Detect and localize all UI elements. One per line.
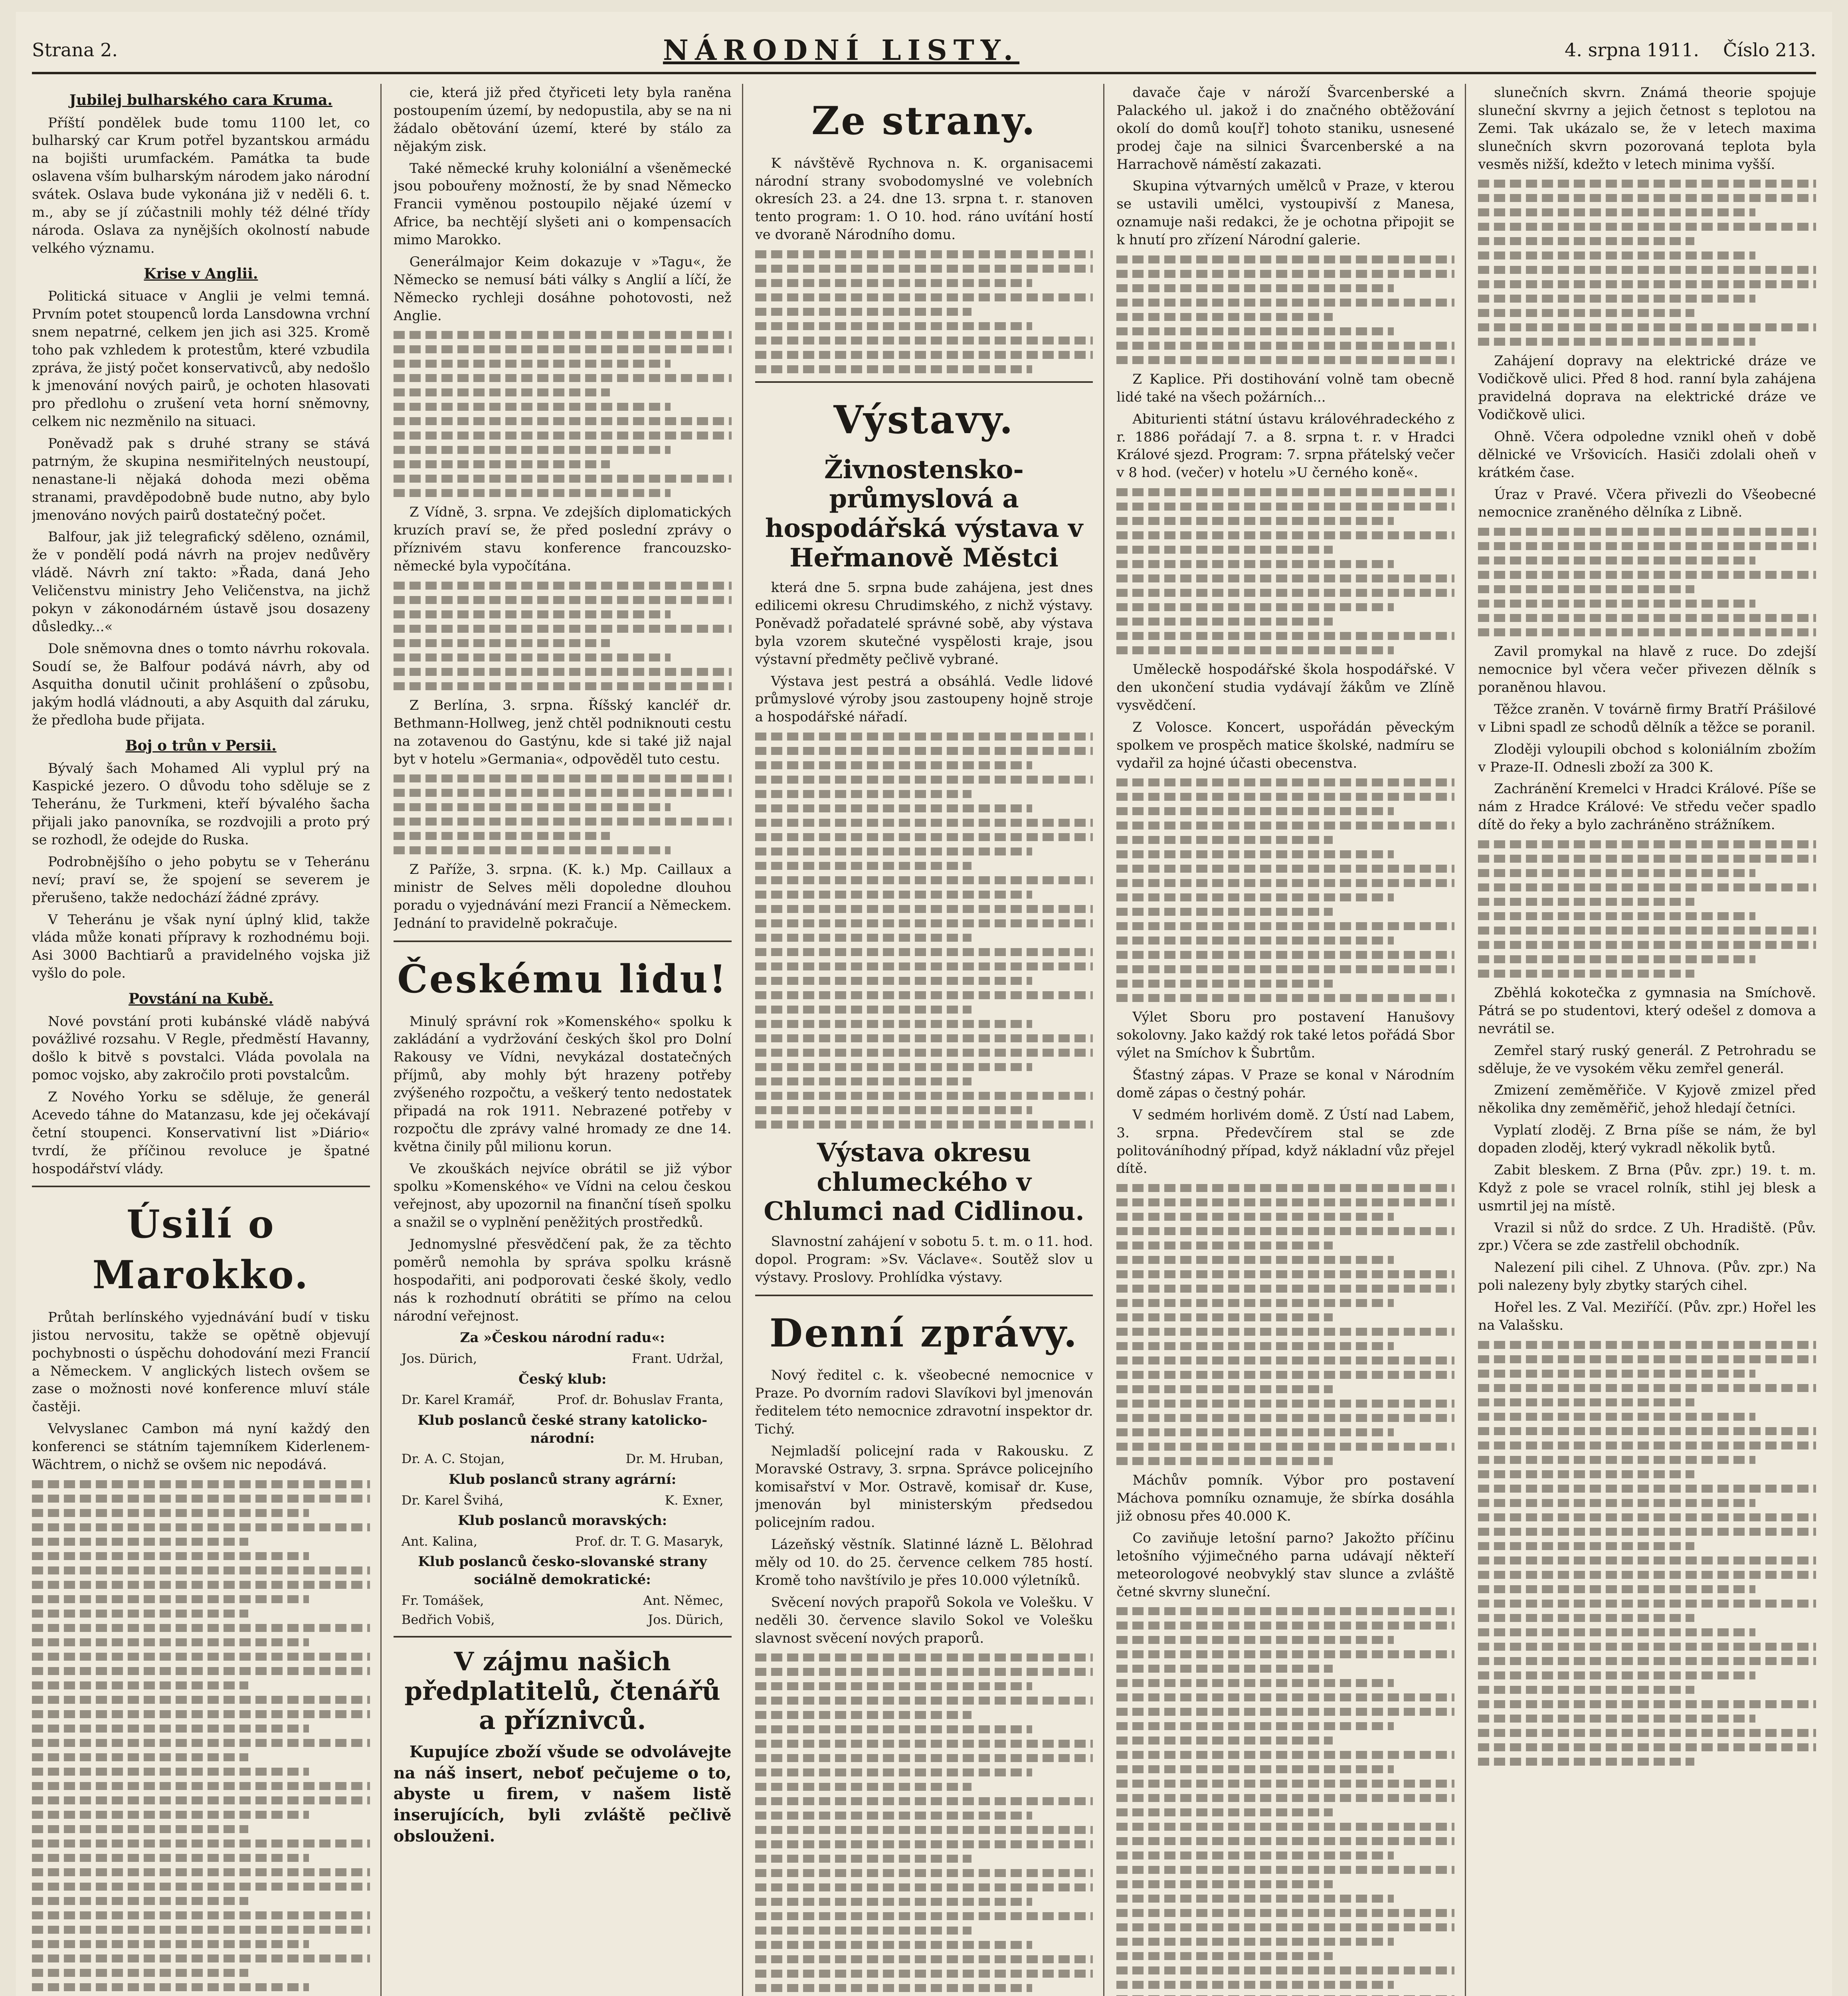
paragraph: Výlet Sboru pro postavení Hanušovy sokolovny. Jako každý rok také letos pořádá Sbor výlet na Smíchov k Šubrtům.	[1116, 1009, 1455, 1061]
article-heading: Boj o trůn v Persii.	[125, 737, 277, 754]
paragraph: Ve zkouškách nejvíce obrátil se již výbor spolku »Komenského« ve Vídni na celou českou veřejnost, aby upozornil na finanční tíseň spolku a snažil se o vyplnění peněžitých prostředků.	[393, 1160, 732, 1231]
paragraph: Co zaviňuje letošní parno? Jakožto příčinu letošního výjimečného parna udávají někteří meteorologové neobvyklý stav slunce a zvláště četné skvrny sluneční.	[1116, 1530, 1455, 1600]
column-5	[1478, 84, 1816, 1996]
signature-row	[402, 1350, 724, 1367]
signatory: Dr. Karel Kramář,	[401, 1392, 515, 1408]
paragraph: Těžce zraněn. V továrně firmy Bratří Prášilové v Libni spadl ze schodů dělník a těžce se poranil.	[1478, 701, 1816, 735]
text-block	[1116, 1184, 1454, 1465]
paragraph: Minulý správní rok »Komenského« spolku k zakládání a vydržování českých škol pro Dolní Rakousy ve Vídni, nevykázal dostatečných příjmů, aby mohly být hrazeny potřeby zvýšeného rozpočtu, a veškerý tento nedostatek připadá na rok 1911. Nebrazené potřeby v rozpočtu dle zprávy valné hromady ze dne 14. května činily půl milionu korun.	[393, 1013, 732, 1155]
divider	[394, 1636, 732, 1638]
paragraph: Výstava jest pestrá a obsáhlá. Vedle lidové průmyslové výroby jsou zastoupeny hojně stroje a hospodářské nářadí.	[755, 673, 1093, 725]
section-heading: Úsilí o Marokko.	[92, 1202, 310, 1298]
paragraph: Máchův pomník. Výbor pro postavení Máchova pomníku oznamuje, že sbírka dosáhla již obnosu přes 40.000 K.	[1116, 1472, 1455, 1524]
signature-row	[402, 1611, 724, 1628]
paragraph: Z Paříže, 3. srpna. (K. k.) Mp. Caillaux a ministr de Selves měli dopoledne dlouhou poradu o vyjednávání mezi Francií a Německem. Jednání to pravidelně pokračuje.	[393, 861, 732, 931]
text-block	[394, 774, 732, 854]
text-block	[755, 250, 1093, 373]
date-issue	[1565, 39, 1816, 61]
notice-text: Kupujíce zboží všude se odvolávejte na náš insert, neboť pečujeme o to, abyste u firem, v našem listě inserujících, byli zvláště pečlivě obslouženi.	[393, 1742, 732, 1846]
column-2	[394, 84, 743, 1996]
paragraph: Velvyslanec Cambon má nyní každý den konferenci se státním tajemníkem Kiderlenem-Wächtrem, o nichž se ovšem nic nepodává.	[32, 1421, 370, 1473]
divider	[394, 941, 732, 942]
paragraph: davače čaje v nároží Švarcenberské a Palackého ul. jakož i do značného obtěžování okolí do domů kou[ř] tohoto staniku, usnesené prodej čaje na silnici Švarcenberské a na Harrachově náměstí zakazati.	[1116, 85, 1455, 172]
article-heading: Výstava okresu chlumeckého v Chlumci nad Cidlinou.	[764, 1138, 1084, 1227]
signatory: Jos. Dürich,	[648, 1612, 724, 1627]
paragraph: Bývalý šach Mohamed Ali vyplul prý na Kaspické jezero. O důvodu toho sděluje se z Teheránu, že Turkmeni, kteří bývalého šacha přijali jako panovníka, se rozdvojili a proto prý se rozhodl, že odejde do Ruska.	[32, 760, 370, 848]
paragraph: Šťastný zápas. V Praze se konal v Národním domě zápas o čestný pohár.	[1116, 1067, 1455, 1101]
text-block	[1116, 778, 1454, 1002]
signature-group-label: Český klub:	[518, 1371, 607, 1387]
signature-group-label: Za »Českou národní radu«:	[460, 1330, 665, 1346]
paragraph: Z Nového Yorku se sděluje, že generál Acevedo táhne do Matanzasu, kde jej očekávají četní stoupenci. Konservativní list »Diário« tvrdí, že příčinou revoluce je špatné hospodářství vlády.	[32, 1089, 370, 1177]
paragraph: Podrobnějšího o jeho pobytu se v Teheránu neví; praví se, že spojení se severem je přerušeno, takže nedochází žádné zprávy.	[32, 853, 370, 906]
newspaper-page	[16, 12, 1832, 1996]
text-block	[394, 331, 732, 497]
column-4	[1116, 84, 1466, 1996]
paragraph: cie, která již před čtyřiceti lety byla raněna postoupením území, by nedopustila, aby se na ni žádalo obětování území, které by stálo za nějakým zisk.	[393, 85, 732, 154]
paragraph: V Teheránu je však nyní úplný klid, takže vláda může konati přípravy k rozhodnému boji. Asi 3000 Bachtiarů a pravidelného vojska již vyšlo do pole.	[32, 911, 370, 982]
paragraph: Zabit bleskem. Z Brna (Pův. zpr.) 19. t. m. Když z pole se vracel rolník, stihl jej blesk a usmrtil jej na místě.	[1478, 1162, 1816, 1214]
article-heading: Jubilej bulharského cara Kruma.	[69, 92, 332, 109]
paragraph: Zloději vyloupili obchod s koloniálním zbožím v Praze-II. Odnesli zboží za 300 K.	[1478, 741, 1816, 775]
paragraph: Nejmladší policejní rada v Rakousku. Z Moravské Ostravy, 3. srpna. Správce policejního komisařství v Mor. Ostravě, komisař dr. Kuse, jmenován byl ministerským předsedou policejním radou.	[755, 1443, 1093, 1531]
signatory: Bedřich Vobiš,	[401, 1612, 495, 1627]
text-block	[755, 1653, 1093, 1996]
divider	[755, 381, 1093, 383]
paragraph: Ohně. Včera odpoledne vznikl oheň v době dělnické ve Vršovicích. Hasiči zdolali oheň v krátkém čase.	[1478, 428, 1816, 481]
paragraph: Z Volosce. Koncert, uspořádán pěveckým spolkem ve prospěch matice školské, nadmíru se vydařil za hojné účasti obecenstva.	[1116, 719, 1455, 771]
text-block	[755, 733, 1093, 1129]
paragraph: Poněvadž pak s druhé strany se stává patrným, že skupina nesmiřitelných neustoupí, nenastane-li nějaká dohoda mezi oběma stranami, pravděpodobně bude nutno, aby bylo jmenováno nových pairů dostatečný počet.	[32, 436, 370, 523]
paragraph: Dole sněmovna dnes o tomto návrhu rokovala. Soudí se, že Balfour podává návrh, aby od Asquitha donutil učinit prohlášení o způsobu, jakým hodlá vládnouti, a aby Asquith dal záruku, že předloha bude přijata.	[32, 640, 370, 729]
column-3	[755, 84, 1105, 1996]
text-block	[1478, 180, 1816, 346]
paragraph: Zmizení zeměměřiče. V Kyjově zmizel před několika dny zeměměřič, jehož hledají četníci.	[1478, 1082, 1816, 1117]
paragraph: která dne 5. srpna bude zahájena, jest dnes edilicemi okresu Chrudimského, z nichž výstavy. Poněvadž pořadatelé správné sobě, aby výstava byla vzorem skutečné vyspělosti kraje, jsou výstavní předměty pečlivě vybrané.	[755, 580, 1093, 667]
paragraph: Zemřel starý ruský generál. Z Petrohradu se sděluje, že ve vysokém věku zemřel generál.	[1478, 1042, 1816, 1077]
signatory: Fr. Tomášek,	[401, 1592, 484, 1608]
text-block	[1478, 840, 1816, 978]
paragraph: Nový ředitel c. k. všeobecné nemocnice v Praze. Po dvorním radovi Slavíkovi byl jmenován ředitelem této nemocnice zdravotní inspektor dr. Tichý.	[755, 1367, 1093, 1437]
signatory: K. Exner,	[665, 1492, 724, 1508]
paragraph: Vyplatí zloděj. Z Brna píše se nám, že byl dopaden zloděj, který vykradl několik bytů.	[1478, 1122, 1816, 1156]
signatory: Frant. Udržal,	[632, 1351, 724, 1366]
paragraph: Slavnostní zahájení v sobotu 5. t. m. o 11. hod. dopol. Program: »Sv. Václave«. Soutěž slov u výstavy. Proslovy. Prohlídka výstavy.	[755, 1233, 1093, 1285]
signatory: Ant. Kalina,	[401, 1533, 478, 1549]
paragraph: Z Vídně, 3. srpna. Ve zdejších diplomatických kruzích praví se, že před poslední zprávy o příznivém stavu konference francouzsko-německé byla vypočítána.	[393, 504, 732, 574]
notice-heading: V zájmu našich předplatitelů, čtenářů a příznivců.	[404, 1647, 720, 1736]
text-block	[1116, 255, 1454, 364]
paragraph: Příští pondělek bude tomu 1100 let, co bulharský car Krum potřel byzantskou armádu na bojišti urumfackém. Památka ta bude oslavena vším bulharským národem jako národní svátek. Oslava bude vykonána již v neděli 6. t. m., aby se jí zúčastnili mohly též délné třídy národa. Oslava za nynějších okolností nabude velkého významu.	[32, 115, 370, 256]
section-heading: Ze strany.	[811, 98, 1037, 143]
paragraph: Zachránění Kremelci v Hradci Králové. Píše se nám z Hradce Králové: Ve středu večer spadlo dítě do řeky a bylo zachráněno strážníkem.	[1478, 781, 1816, 833]
signatory: Dr. M. Hruban,	[625, 1451, 724, 1467]
paragraph: Uměleckě hospodářské škola hospodářské. V den ukončení studia vydávají žákům ve Zlíně vysvědčení.	[1116, 661, 1455, 713]
signature-row	[402, 1592, 724, 1609]
paragraph: K návštěvě Rychnova n. K. organisacemi národní strany svobodomyslné ve volebních okresích 23. a 24. dne 13. srpna t. r. stanoven tento program: 1. O 10. hod. ráno uvítání hostí ve dvoraně Národního domu.	[755, 155, 1093, 243]
signature-group-label: Klub poslanců moravských:	[458, 1512, 667, 1529]
paragraph: Z Berlína, 3. srpna. Říšský kancléř dr. Bethmann-Hollweg, jenž chtěl podniknouti cestu na zotavenou do Gastýnu, kde si také již najal byt v hotelu »Germania«, odpověděl tuto cestu.	[393, 697, 732, 767]
paragraph: Skupina výtvarných umělců v Praze, v kterou se ustavili umělci, vystoupivší z Manesa, oznamuje naši redakci, že je ochotna připojit se k hnutí pro zřízení Národní galerie.	[1116, 178, 1455, 248]
signatory: Dr. A. C. Stojan,	[401, 1451, 505, 1467]
paragraph: V sedmém horlivém domě. Z Ústí nad Labem, 3. srpna. Předevčírem stal se zde politováníhodný případ, když nákladní vůz přejel dítě.	[1116, 1107, 1455, 1177]
paragraph: Vrazil si nůž do srdce. Z Uh. Hradiště. (Pův. zpr.) Včera se zde zastřelil obchodník.	[1478, 1220, 1816, 1254]
paragraph: Také německé kruhy koloniální a všeněmecké jsou pobouřeny možností, že by snad Německo Francii vyměnou postoupilo nějaké území v Africe, ba nechtějí slyšeti ani o kompensacích mimo Marokko.	[393, 160, 732, 248]
signatory: Prof. dr. Bohuslav Franta,	[557, 1392, 724, 1408]
signature-group-label: Klub poslanců česko-slovanské strany sociálně demokratické:	[418, 1553, 707, 1588]
paragraph: Hořel les. Z Val. Meziříčí. (Pův. zpr.) Hořel les na Valašsku.	[1478, 1299, 1816, 1333]
signature-row	[402, 1533, 724, 1550]
section-heading: Denní zprávy.	[769, 1310, 1079, 1356]
issue-date: 4. srpna 1911.	[1565, 39, 1700, 61]
signatory: Dr. Karel Švihá,	[401, 1492, 504, 1508]
article-heading: Živnostensko-průmyslová a hospodářská výstava v Heřmanově Městci	[765, 454, 1083, 573]
issue-number: Číslo 213.	[1723, 39, 1816, 61]
signature-group-label: Klub poslanců české strany katolicko-národní:	[417, 1412, 708, 1446]
divider	[755, 1295, 1093, 1296]
paragraph: Zavil promykal na hlavě z ruce. Do zdejší nemocnice byl včera večer přivezen dělník s poraněnou hlavou.	[1478, 644, 1816, 695]
signature-row	[402, 1492, 724, 1509]
paragraph: Nové povstání proti kubánské vládě nabývá povážlivé rozsahu. V Regle, předměstí Havanny, došlo k bitvě s povstalci. Vláda povolala na pomoc vojsko, aby zakročilo proti povstalcům.	[32, 1013, 370, 1083]
section-heading: Českému lidu!	[397, 956, 728, 1002]
masthead: NÁRODNÍ LISTY.	[663, 33, 1020, 67]
paragraph: Abiturienti státní ústavu královéhradeckého z r. 1886 pořádají 7. a 8. srpna t. r. v Hradci Králové sjezd. Program: 7. srpna přátelský večer v 8 hod. (večer) v hotelu »U černého koně«.	[1116, 411, 1455, 481]
text-block	[1116, 488, 1454, 654]
paragraph: Průtah berlínského vyjednávání budí v tisku jistou nervositu, takže se opětně objevují pochybnosti o úspěchu dohodování mezi Francií a Německem. V anglických listech ovšem se zase o možnosti nové konference mluví stále častěji.	[32, 1309, 370, 1415]
paragraph: Úraz v Pravé. Včera přivezli do Všeobecné nemocnice zraněného dělníka z Libně.	[1478, 486, 1816, 521]
section-heading: Výstavy.	[833, 397, 1015, 443]
columns	[32, 84, 1816, 1996]
paragraph: Nalezení pili cihel. Z Uhnova. (Pův. zpr.) Na poli nalezeny byly zbytky starých cihel.	[1478, 1259, 1816, 1294]
signature-group-label: Klub poslanců strany agrární:	[449, 1471, 677, 1487]
text-block	[1478, 528, 1816, 636]
signatory: Prof. dr. T. G. Masaryk,	[575, 1533, 724, 1549]
paragraph: Z Kaplice. Při dostihování volně tam obecně lidé také na všech požárních...	[1116, 371, 1455, 405]
signatory: Jos. Dürich,	[401, 1351, 477, 1366]
paragraph: slunečních skvrn. Známá theorie spojuje sluneční skvrny a jejich četnost s teplotou na Zemi. Tak ukázalo se, že v letech maxima slunečních skvrn pozorovaná teplota byla vesměs nižší, kdežto v letech minima vyšší.	[1478, 85, 1816, 172]
signatory: Ant. Němec,	[643, 1592, 724, 1608]
text-block	[1116, 1607, 1454, 1996]
paragraph: Jednomyslné přesvědčení pak, že za těchto poměrů nemohla by správa spolku krásně hospodařiti, ani podporovati české školy, vedlo nás k rozhodnutí obrátiti se přímo na celou národní veřejnost.	[393, 1236, 732, 1324]
signature-row	[402, 1391, 724, 1408]
page-number: Strana 2.	[32, 39, 118, 61]
page-header	[32, 28, 1816, 74]
paragraph: Balfour, jak již telegrafický sděleno, oznámil, že v pondělí podá návrh na projev nedůvěry vládě. Návrh zní takto: »Řada, daná Jeho Veličenstvu ministry Jeho Veličenstva, na jichž pokyn v zákonodárném ústavě jsou dosazeny důsledky...«	[32, 529, 370, 635]
signature-row	[402, 1450, 724, 1467]
text-block	[1478, 1341, 1816, 1766]
paragraph: Zběhlá kokotečka z gymnasia na Smíchově. Pátrá se po studentovi, který odešel z domova a nevrátil se.	[1478, 985, 1816, 1037]
paragraph: Politická situace v Anglii je velmi temná. Prvním potet stoupenců lorda Lansdowna vrchní snem nepatrné, celkem jen jich asi 325. Kromě toho pak vzhledem k protestům, které vzbudila zpráva, že jistý počet konservativců, aby nedošlo k jmenování nových pairů, je ochoten hlasovati pro předlohu o zrušení veta horní sněmovny, celkem nic nezměnilo na situaci.	[32, 288, 370, 430]
text-block	[394, 582, 732, 690]
paragraph: Zahájení dopravy na elektrické dráze ve Vodičkově ulici. Před 8 hod. ranní byla zahájena pravidelná doprava na elektrické dráze ve Vodičkově ulici.	[1478, 353, 1816, 423]
article-heading: Krise v Anglii.	[144, 265, 258, 282]
text-block	[32, 1480, 370, 1996]
column-1	[32, 84, 382, 1996]
paragraph: Svěcení nových prapořů Sokola ve Volešku. V neděli 30. července slavilo Sokol ve Volešku slavnost svěcení nových praporů.	[755, 1594, 1093, 1646]
divider	[32, 1186, 370, 1187]
paragraph: Generálmajor Keim dokazuje v »Tagu«, že Německo se nemusí báti války s Anglií a líčí, že Německo rychleji dosáhne pohotovosti, než Anglie.	[393, 253, 732, 324]
article-heading: Povstání na Kubě.	[128, 990, 273, 1008]
paragraph: Lázeňský věstník. Slatinné lázně L. Bělohrad měly od 10. do 25. července celkem 785 hostí. Kromě toho navštívilo je přes 10.000 výletníků.	[755, 1537, 1093, 1588]
